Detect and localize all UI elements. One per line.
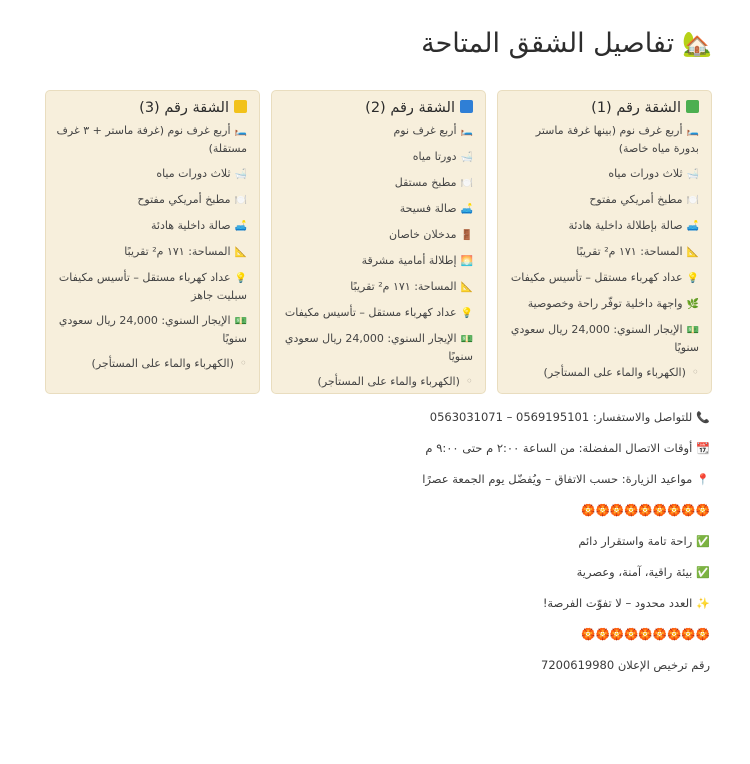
feature-text: مطبخ أمريكي مفتوح [589, 193, 683, 206]
flower-divider: 🏵️🏵️🏵️🏵️🏵️🏵️🏵️🏵️🏵️ [581, 627, 710, 641]
limited-text: العدد محدود – لا تفوّت الفرصة! [542, 596, 693, 610]
green-square-icon [686, 100, 699, 113]
page-title-text: تفاصيل الشقق المتاحة [421, 28, 675, 59]
card-title [508, 100, 699, 116]
benefit-text: راحة تامة واستقرار دائم [578, 534, 693, 548]
feature-living-room [56, 217, 247, 235]
feature-text: مطبخ أمريكي مفتوح [137, 193, 231, 206]
feature-text: عداد كهرباء مستقل – تأسيس مكيفات سبليت جاهز [58, 271, 247, 302]
feature-text: الإيجار السنوي: 24,000 ريال سعودي سنويًا [58, 314, 247, 345]
feature-rent [56, 312, 247, 347]
benefit-text: بيئة راقية، آمنة، وعصرية [576, 565, 693, 579]
bullet-icon: ◦ [691, 365, 699, 379]
benefit-line [30, 532, 710, 563]
feature-bathrooms [508, 165, 699, 183]
feature-text: صالة داخلية هادئة [150, 219, 231, 232]
sofa-icon: 🛋️ [686, 221, 699, 232]
utilities-note [282, 373, 473, 390]
feature-kitchen [508, 191, 699, 209]
feature-text: عداد كهرباء مستقل – تأسيس مكيفات [284, 306, 457, 319]
bed-icon: 🛏️ [686, 126, 699, 137]
feature-text: الإيجار السنوي: 24,000 ريال سعودي سنويًا [284, 332, 473, 363]
leaf-icon: 🌿 [686, 299, 699, 310]
card-title-text: الشقة رقم (1) [591, 100, 681, 116]
money-icon: 💵 [686, 325, 699, 336]
door-icon: 🚪 [460, 230, 473, 241]
card-title [282, 100, 473, 116]
card-title-text: الشقة رقم (3) [139, 100, 229, 116]
feature-electricity [282, 304, 473, 322]
feature-text: المساحة: ١٧١ م² تقريبًا [576, 245, 683, 258]
hours-text: أوقات الاتصال المفضلة: من الساعة ٢:٠٠ م حتى ٩:٠٠ م [425, 441, 693, 455]
feature-text: ثلاث دورات مياه [608, 167, 683, 180]
ruler-icon: 📐 [234, 247, 247, 258]
feature-rent [282, 330, 473, 365]
bathtub-icon: 🛁 [686, 169, 699, 180]
note-text: (الكهرباء والماء على المستأجر) [91, 357, 234, 370]
feature-text: مطبخ مستقل [394, 176, 457, 189]
feature-text: أربع غرف نوم (غرفة ماستر + ٣ غرف مستقلة) [56, 124, 247, 155]
contact-text[interactable]: للتواصل والاستفسار: 0569195101 – 0563031071 [429, 410, 693, 424]
feature-kitchen [56, 191, 247, 209]
apartment-card-1 [497, 90, 712, 394]
contact-section [30, 408, 710, 687]
card-title [56, 100, 247, 116]
feature-text: أربع غرف نوم (بينها غرفة ماستر بدورة مياه خاصة) [535, 124, 699, 155]
feature-list [56, 122, 247, 372]
feature-area [282, 278, 473, 296]
benefit-line [30, 563, 710, 594]
utilities-note [508, 364, 699, 381]
apartment-card-2 [271, 90, 486, 394]
feature-text: صالة فسيحة [399, 202, 457, 215]
check-icon: ✅ [696, 566, 710, 579]
feature-list [282, 122, 473, 390]
money-icon: 💵 [234, 316, 247, 327]
utilities-note [56, 355, 247, 372]
feature-living-room [282, 200, 473, 218]
feature-entrances [282, 226, 473, 244]
pin-icon: 📍 [696, 473, 710, 486]
blue-square-icon [460, 100, 473, 113]
feature-text: مدخلان خاصان [389, 228, 457, 241]
bulb-icon: 💡 [460, 308, 473, 319]
check-icon: ✅ [696, 535, 710, 548]
feature-text: المساحة: ١٧١ م² تقريبًا [350, 280, 457, 293]
kitchen-icon: 🍽️ [460, 178, 473, 189]
feature-text: إطلالة أمامية مشرقة [361, 254, 457, 267]
feature-electricity [56, 269, 247, 304]
feature-bedrooms [282, 122, 473, 140]
feature-text: دورتا مياه [412, 150, 457, 163]
bullet-icon: ◦ [239, 356, 247, 370]
note-text: (الكهرباء والماء على المستأجر) [317, 375, 460, 388]
bullet-icon: ◦ [465, 374, 473, 388]
feature-text: واجهة داخلية توفّر راحة وخصوصية [527, 297, 683, 310]
feature-kitchen [282, 174, 473, 192]
feature-text: المساحة: ١٧١ م² تقريبًا [124, 245, 231, 258]
sofa-icon: 🛋️ [460, 204, 473, 215]
hours-line [30, 439, 710, 470]
license-line [30, 656, 710, 687]
contact-line [30, 408, 710, 439]
bulb-icon: 💡 [234, 273, 247, 284]
ruler-icon: 📐 [460, 282, 473, 293]
apartments-grid [45, 90, 712, 394]
feature-text: صالة بإطلالة داخلية هادئة [568, 219, 683, 232]
sparkles-icon: ✨ [696, 597, 710, 610]
ruler-icon: 📐 [686, 247, 699, 258]
flower-divider: 🏵️🏵️🏵️🏵️🏵️🏵️🏵️🏵️🏵️ [581, 503, 710, 517]
bulb-icon: 💡 [686, 273, 699, 284]
feature-bedrooms [56, 122, 247, 157]
phone-icon: 📞 [696, 411, 710, 424]
card-title-text: الشقة رقم (2) [365, 100, 455, 116]
visits-line [30, 470, 710, 501]
feature-text: الإيجار السنوي: 24,000 ريال سعودي سنويًا [510, 323, 699, 354]
feature-list [508, 122, 699, 381]
feature-bathrooms [282, 148, 473, 166]
bathtub-icon: 🛁 [234, 169, 247, 180]
yellow-square-icon [234, 100, 247, 113]
kitchen-icon: 🍽️ [234, 195, 247, 206]
apartment-card-3 [45, 90, 260, 394]
feature-text: ثلاث دورات مياه [156, 167, 231, 180]
bed-icon: 🛏️ [234, 126, 247, 137]
feature-living-room [508, 217, 699, 235]
house-icon: 🏡 [682, 30, 712, 58]
feature-bedrooms [508, 122, 699, 157]
page-title [421, 28, 712, 59]
bathtub-icon: 🛁 [460, 152, 473, 163]
feature-area [56, 243, 247, 261]
sofa-icon: 🛋️ [234, 221, 247, 232]
feature-facade [508, 295, 699, 313]
visits-text: مواعيد الزيارة: حسب الاتفاق – ويُفضّل يوم الجمعة عصرًا [422, 472, 693, 486]
limited-line [30, 594, 710, 625]
bed-icon: 🛏️ [460, 126, 473, 137]
feature-area [508, 243, 699, 261]
feature-rent [508, 321, 699, 356]
feature-view [282, 252, 473, 270]
note-text: (الكهرباء والماء على المستأجر) [543, 366, 686, 379]
license-text: رقم ترخيص الإعلان 7200619980 [541, 658, 710, 672]
feature-bathrooms [56, 165, 247, 183]
calendar-icon: 📆 [696, 442, 710, 455]
kitchen-icon: 🍽️ [686, 195, 699, 206]
sunrise-icon: 🌅 [460, 256, 473, 267]
feature-text: أربع غرف نوم [393, 124, 457, 137]
money-icon: 💵 [460, 334, 473, 345]
feature-text: عداد كهرباء مستقل – تأسيس مكيفات [510, 271, 683, 284]
feature-electricity [508, 269, 699, 287]
